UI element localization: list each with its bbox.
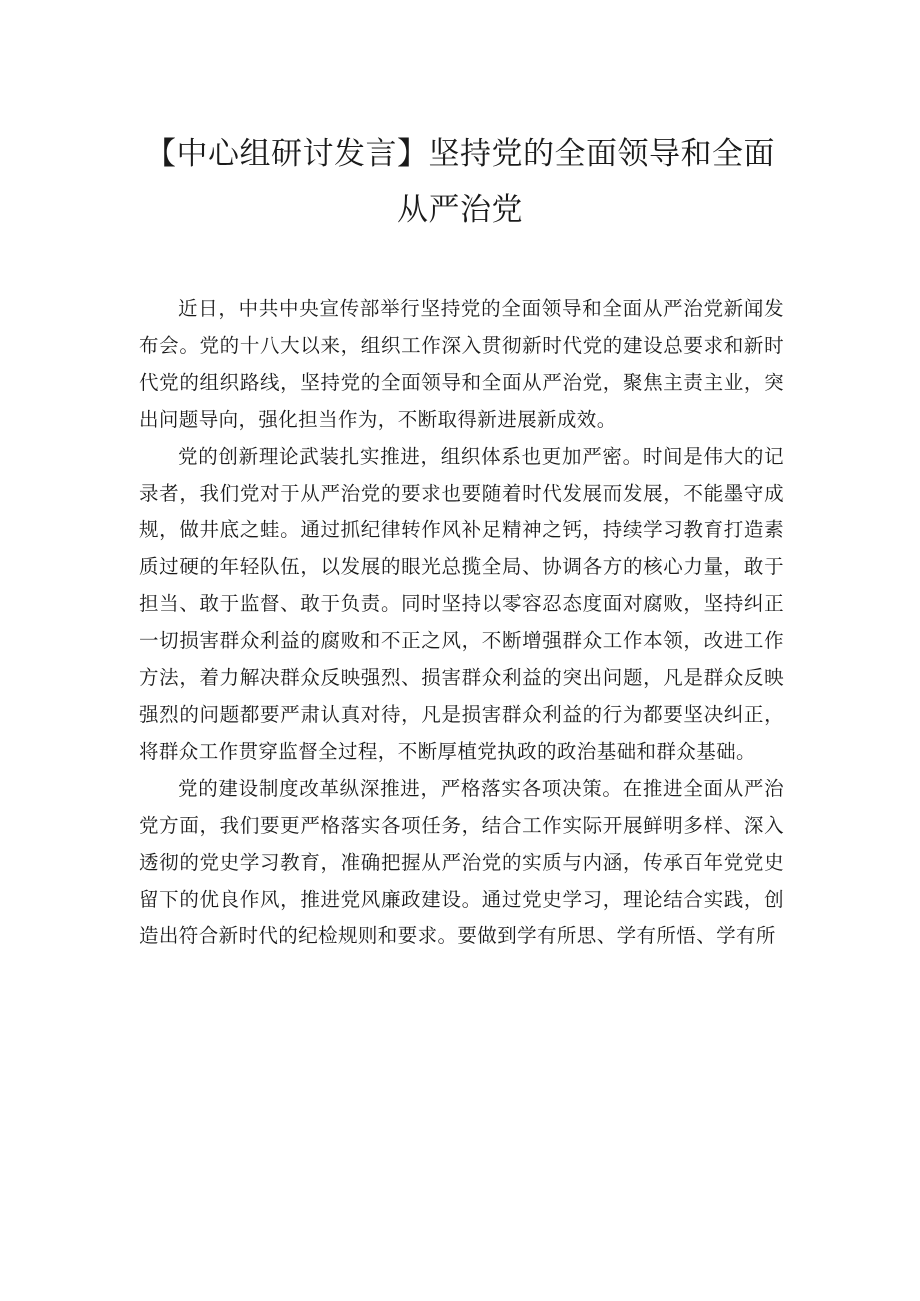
document-body	[139, 291, 784, 955]
document-title: 【中心组研讨发言】坚持党的全面领导和全面从严治党	[145, 136, 775, 228]
paragraph: 党的建设制度改革纵深推进，严格落实各项决策。在推进全面从严治党方面，我们要更严格落实各项任务，结合工作实际开展鲜明多样、深入透彻的党史学习教育，准确把握从严治党的实质与内涵，传承百年党党史留下的优良作风，推进党风廉政建设。通过党史学习，理论结合实践，创造出符合新时代的纪检规则和要求。要做到学有所思、学有所悟、学有所	[139, 776, 784, 948]
paragraph: 党的创新理论武装扎实推进，组织体系也更加严密。时间是伟大的记录者，我们党对于从严治党的要求也要随着时代发展而发展，不能墨守成规，做井底之蛙。通过抓纪律转作风补足精神之钙，持续学习教育打造素质过硬的年轻队伍，以发展的眼光总揽全局、协调各方的核心力量，敢于担当、敢于监督、敢于负责。同时坚持以零容忍态度面对腐败，坚持纠正一切损害群众利益的腐败和不正之风，不断增强群众工作本领，改进工作方法，着力解决群众反映强烈、损害群众利益的突出问题，凡是群众反映强烈的问题都要严肃认真对待，凡是损害群众利益的行为都要坚决纠正，将群众工作贯穿监督全过程，不断厚植党执政的政治基础和群众基础。	[139, 444, 784, 763]
paragraph: 近日，中共中央宣传部举行坚持党的全面领导和全面从严治党新闻发布会。党的十八大以来，组织工作深入贯彻新时代党的建设总要求和新时代党的组织路线，坚持党的全面领导和全面从严治党，聚焦主责主业，突出问题导向，强化担当作为，不断取得新进展新成效。	[139, 297, 784, 431]
